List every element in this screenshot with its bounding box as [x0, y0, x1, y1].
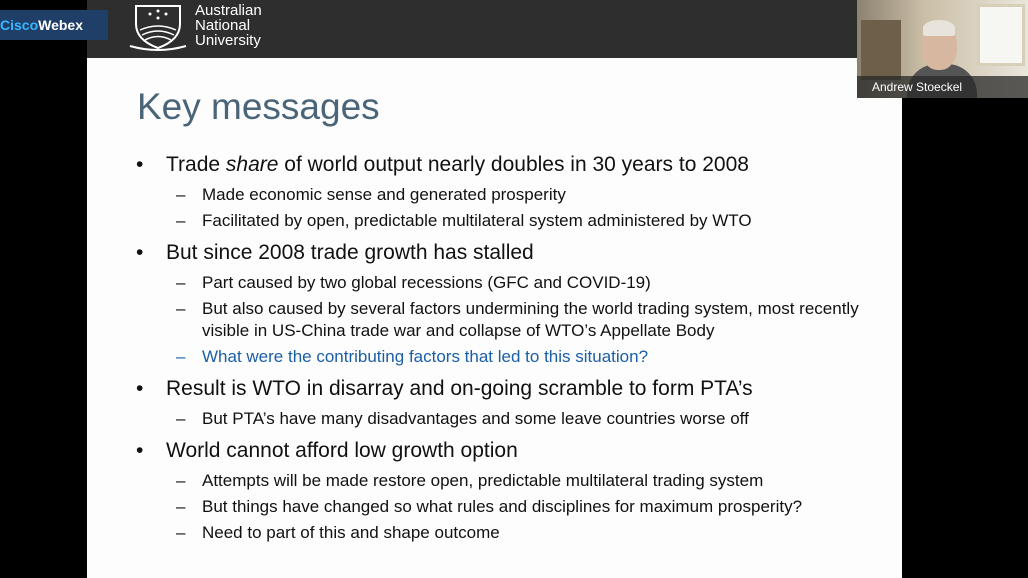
video-person-hair: [923, 20, 955, 36]
bullet-text: of world output nearly doubles in 30 years to 2008: [278, 153, 749, 176]
sub-bullet-text: But things have changed so what rules and disciplines for maximum prosperity?: [202, 497, 803, 516]
sub-bullet-item: [87, 184, 862, 206]
sub-bullet-item: [87, 408, 862, 430]
sub-bullet-dash: –: [176, 409, 186, 428]
participant-name-label: Andrew Stoeckel: [857, 76, 1028, 98]
video-window: [977, 4, 1025, 66]
university-name-line1: Australian: [195, 2, 262, 19]
sub-bullet-dash: –: [176, 523, 186, 542]
university-name: [195, 3, 262, 48]
webex-badge: [0, 10, 108, 40]
participant-video-tile[interactable]: [857, 0, 1028, 98]
bullet-dot: •: [136, 439, 144, 462]
bullet-text: Trade: [166, 153, 226, 176]
sub-bullet-text: What were the contributing factors that led to this situation?: [202, 347, 649, 366]
sub-bullet-text: Made economic sense and generated prosperity: [202, 185, 566, 204]
university-crest-logo: [128, 2, 188, 52]
bullet-item: [87, 240, 902, 266]
sub-bullet-dash: –: [176, 299, 186, 318]
sub-bullet-dash: –: [176, 211, 186, 230]
bullet-dot: •: [136, 153, 144, 176]
bullet-text: World cannot afford low growth option: [166, 439, 518, 462]
sub-bullet-text: Need to part of this and shape outcome: [202, 523, 500, 542]
bullet-text: But since 2008 trade growth has stalled: [166, 241, 534, 264]
sub-bullet-text: Part caused by two global recessions (GFC and COVID-19): [202, 273, 651, 292]
sub-bullet-item: [87, 346, 862, 368]
video-bookshelf: [861, 20, 901, 80]
bullet-dot: •: [136, 241, 144, 264]
bullet-text: Result is WTO in disarray and on-going scramble to form PTA’s: [166, 377, 753, 400]
sub-bullet-text: But also caused by several factors undermining the world trading system, most recently visible in US-China trade war and collapse of WTO’s Appellate Body: [202, 299, 859, 340]
sub-bullet-item: [87, 496, 862, 518]
sub-bullet-item: [87, 210, 862, 232]
webex-badge-cisco: Cisco: [0, 17, 39, 33]
sub-bullet-text: But PTA’s have many disadvantages and some leave countries worse off: [202, 409, 749, 428]
sub-bullet-item: [87, 298, 862, 342]
bullet-dot: •: [136, 377, 144, 400]
bullet-item: [87, 376, 902, 402]
university-name-line3: University: [195, 32, 261, 49]
sub-bullet-item: [87, 470, 862, 492]
sub-bullet-dash: –: [176, 185, 186, 204]
sub-bullet-dash: –: [176, 471, 186, 490]
university-name-line2: National: [195, 17, 251, 34]
presentation-slide: [87, 58, 902, 578]
sub-bullet-dash: –: [176, 497, 186, 516]
sub-bullet-dash: –: [176, 347, 186, 366]
bullet-list: [87, 152, 902, 544]
sub-bullet-item: [87, 272, 862, 294]
sub-bullet-dash: –: [176, 273, 186, 292]
webex-badge-webex: Webex: [38, 17, 83, 33]
slide-title: Key messages: [137, 86, 380, 127]
bullet-item: [87, 438, 902, 464]
sub-bullet-item: [87, 522, 862, 544]
bullet-text-emphasis: share: [225, 153, 279, 176]
sub-bullet-text: Facilitated by open, predictable multilateral system administered by WTO: [202, 211, 752, 230]
bullet-item: [87, 152, 902, 178]
sub-bullet-text: Attempts will be made restore open, predictable multilateral trading system: [202, 471, 764, 490]
